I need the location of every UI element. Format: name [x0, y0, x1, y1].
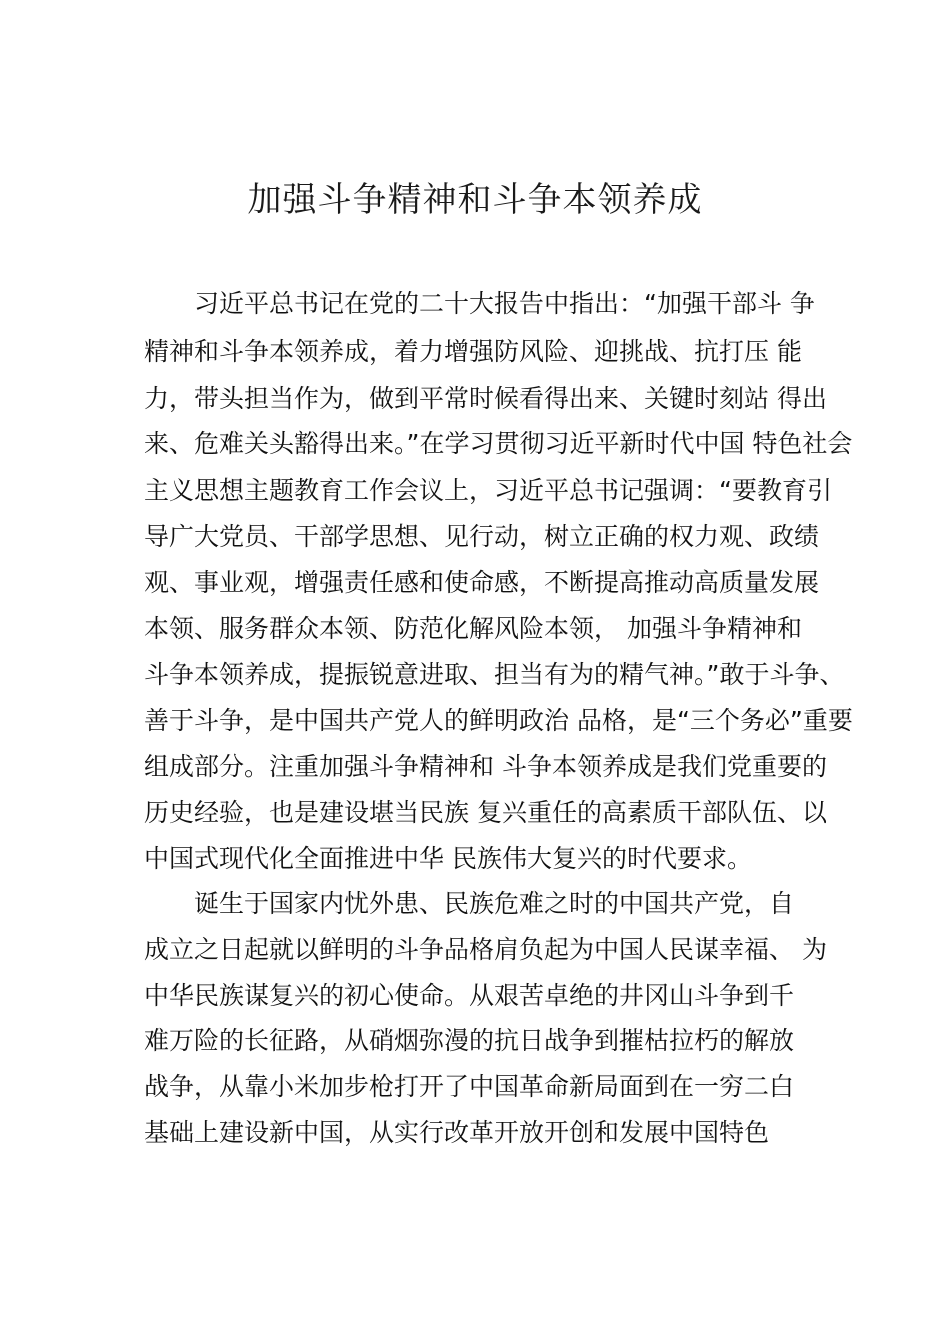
- paragraph-1-line-5: 主义思想主题教育工作会议上，习近平总书记强调：“要教育引: [144, 476, 832, 505]
- paragraph-2-line-2: 成立之日起就以鲜明的斗争品格肩负起为中国人民谋幸福、 为: [144, 935, 827, 964]
- paragraph-1-line-12: 历史经验，也是建设堪当民族 复兴重任的高素质干部队伍、以: [144, 798, 827, 827]
- paragraph-1-line-2: 精神和斗争本领养成，着力增强防风险、迎挑战、抗打压 能: [144, 337, 802, 366]
- paragraph-1-line-8: 本领、服务群众本领、防范化解风险本领， 加强斗争精神和: [144, 614, 802, 643]
- paragraph-2-line-4: 难万险的长征路，从硝烟弥漫的抗日战争到摧枯拉朽的解放: [144, 1026, 795, 1055]
- paragraph-2-line-5: 战争，从靠小米加步枪打开了中国革命新局面到在一穷二白: [144, 1072, 795, 1101]
- paragraph-2-line-3: 中华民族谋复兴的初心使命。从艰苦卓绝的井冈山斗争到千: [144, 981, 795, 1010]
- paragraph-1-line-3: 力，带头担当作为，做到平常时候看得出来、关键时刻站 得出: [144, 384, 827, 413]
- paragraph-2-line-1: 诞生于国家内忧外患、民族危难之时的中国共产党，自: [194, 889, 795, 918]
- paragraph-1-line-10: 善于斗争，是中国共产党人的鲜明政治 品格，是“三个务必”重要: [144, 706, 853, 735]
- paragraph-1-line-9: 斗争本领养成，提振锐意进取、担当有为的精气神。”敢于斗争、: [144, 660, 845, 689]
- paragraph-1-line-11: 组成部分。注重加强斗争精神和 斗争本领养成是我们党重要的: [144, 752, 827, 781]
- paragraph-1-line-6: 导广大党员、干部学思想、见行动，树立正确的权力观、政绩: [144, 522, 820, 551]
- paragraph-1-line-4: 来、危难关头豁得出来。”在学习贯彻习近平新时代中国 特色社会: [144, 429, 853, 458]
- paragraph-1-line-13: 中国式现代化全面推进中华 民族伟大复兴的时代要求。: [144, 844, 752, 873]
- paragraph-1-line-1: 习近平总书记在党的二十大报告中指出：“加强干部斗 争: [194, 289, 815, 318]
- paragraph-2-line-6: 基础上建设新中国，从实行改革开放开创和发展中国特色: [144, 1118, 770, 1147]
- document-title: 加强斗争精神和斗争本领养成: [247, 180, 703, 220]
- paragraph-1-line-7: 观、事业观，增强责任感和使命感，不断提高推动高质量发展: [144, 568, 820, 597]
